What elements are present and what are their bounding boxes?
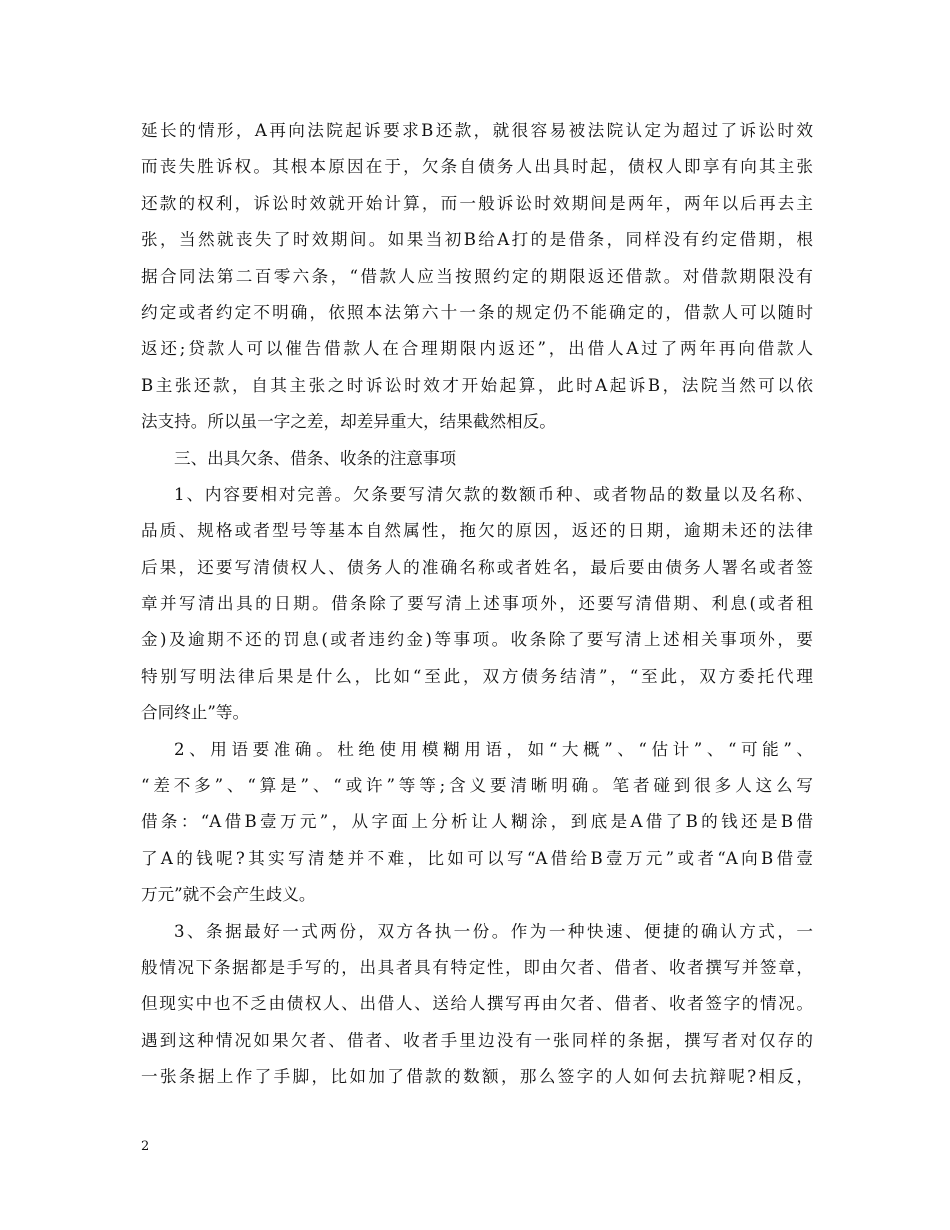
paragraph-line: 法支持。所以虽一字之差，却差异重大，结果截然相反。 xyxy=(141,412,556,432)
paragraph-line: 品质、规格或者型号等基本自然属性，拖欠的原因，返还的日期，逾期未还的法律 xyxy=(141,521,813,541)
paragraph-line: B主张还款，自其主张之时诉讼时效才开始起算，此时A起诉B，法院当然可以依 xyxy=(141,375,813,395)
paragraph-line: 万元”就不会产生歧义。 xyxy=(141,885,316,905)
paragraph-line: 返还;贷款人可以催告借款人在合理期限内返还”，出借人A过了两年再向借款人 xyxy=(141,339,813,359)
paragraph-line: 张，当然就丧失了时效期间。如果当初B给A打的是借条，同样没有约定借期，根 xyxy=(141,230,813,250)
paragraph-line: 合同终止”等。 xyxy=(141,703,250,723)
paragraph-line: 约定或者约定不明确，依照本法第六十一条的规定仍不能确定的，借款人可以随时 xyxy=(141,302,813,322)
paragraph-first-line: 2、用语要准确。杜绝使用模糊用语，如“大概”、“估计”、“可能”、 xyxy=(174,739,813,759)
paragraph-line: 特别写明法律后果是什么，比如“至此，双方债务结清”，“至此，双方委托代理 xyxy=(141,666,813,686)
paragraph-line: 章并写清出具的日期。借条除了要写清上述事项外，还要写清借期、利息(或者租 xyxy=(141,594,813,614)
paragraph-first-line: 1、内容要相对完善。欠条要写清欠款的数额币种、或者物品的数量以及名称、 xyxy=(174,484,813,504)
paragraph-first-line: 三、出具欠条、借条、收条的注意事项 xyxy=(174,448,457,468)
paragraph-line: 而丧失胜诉权。其根本原因在于，欠条自债务人出具时起，债权人即享有向其主张 xyxy=(141,157,813,177)
paragraph-line: 据合同法第二百零六条，“借款人应当按照约定的期限返还借款。对借款期限没有 xyxy=(141,266,813,286)
paragraph-line: 了A的钱呢?其实写清楚并不难，比如可以写“A借给B壹万元”或者“A向B借壹 xyxy=(141,848,813,868)
document-body xyxy=(141,113,813,1096)
paragraph-line: 还款的权利，诉讼时效就开始计算，而一般诉讼时效期间是两年，两年以后再去主 xyxy=(141,193,813,213)
paragraph-line: 但现实中也不乏由债权人、出借人、送给人撰写再由欠者、借者、收者签字的情况。 xyxy=(141,994,813,1014)
paragraph-line: 金)及逾期不还的罚息(或者违约金)等事项。收条除了要写清上述相关事项外，要 xyxy=(141,630,813,650)
page-number: 2 xyxy=(141,1139,150,1154)
paragraph-first-line: 3、条据最好一式两份，双方各执一份。作为一种快速、便捷的确认方式，一 xyxy=(174,921,813,941)
paragraph-line: 借条：“A借B壹万元”，从字面上分析让人糊涂，到底是A借了B的钱还是B借 xyxy=(141,812,813,832)
paragraph-line: “差不多”、“算是”、“或许”等等;含义要清晰明确。笔者碰到很多人这么写 xyxy=(141,776,813,796)
paragraph-line: 遇到这种情况如果欠者、借者、收者手里边没有一张同样的条据，撰写者对仅存的 xyxy=(141,1030,813,1050)
paragraph-line: 般情况下条据都是手写的，出具者具有特定性，即由欠者、借者、收者撰写并签章， xyxy=(141,957,813,977)
paragraph-line: 延长的情形，A再向法院起诉要求B还款，就很容易被法院认定为超过了诉讼时效 xyxy=(141,121,813,140)
paragraph-line: 后果，还要写清债权人、债务人的准确名称或者姓名，最后要由债务人署名或者签 xyxy=(141,557,813,577)
paragraph-line: 一张条据上作了手脚，比如加了借款的数额，那么签字的人如何去抗辩呢?相反， xyxy=(141,1067,813,1087)
